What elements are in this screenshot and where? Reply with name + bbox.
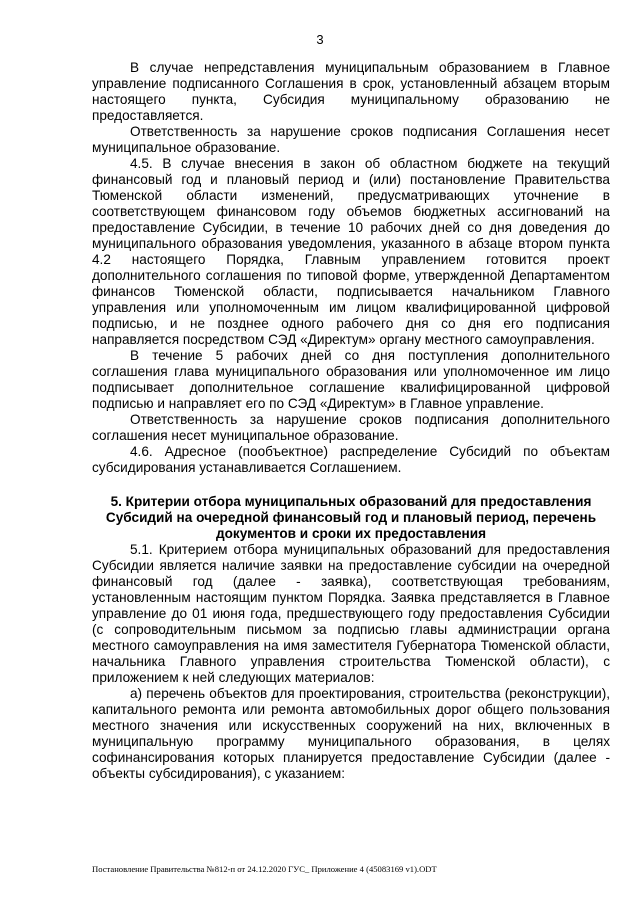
document-body — [92, 60, 610, 782]
section-heading: 5. Критерии отбора муниципальных образований для предоставления Субсидий на очередной финансовый год и плановый период, перечень документов и сроки их предоставления — [105, 494, 597, 541]
paragraph-5: Ответственность за нарушение сроков подписания дополнительного соглашения несет муниципальное образование. — [92, 412, 610, 443]
document-footer: Постановление Правительства №812-п от 24.12.2020 ГУС_ Приложение 4 (45083169 v1).ODT — [92, 864, 437, 874]
paragraph-3: 4.5. В случае внесения в закон об областном бюджете на текущий финансовый год и плановый период и (или) постановление Правительства Тюменской области изменений, предусматривающих уточнение в соответствующем финансовом году объемов бюджетных ассигнований на предоставление Субсидии, в течение 10 рабочих дней со дня доведения до муниципального образования уведомления, указанного в абзаце втором пункта 4.2 настоящего Порядка, Главным управлением готовится проект дополнительного соглашения по типовой форме, утвержденной Департаментом финансов Тюменской области, подписывается начальником Главного управления или уполномоченным им лицом квалифицированной цифровой подписью, и не позднее одного рабочего дня со дня его подписания направляется посредством СЭД «Директум» органу местного самоуправления. — [92, 156, 610, 347]
paragraph-4: В течение 5 рабочих дней со дня поступления дополнительного соглашения глава муниципального образования или уполномоченное им лицо подписывает дополнительное соглашение квалифицированной цифровой подписью и направляет его по СЭД «Директум» в Главное управление. — [92, 348, 610, 411]
paragraph-6: 4.6. Адресное (пообъектное) распределение Субсидий по объектам субсидирования устанавливается Соглашением. — [92, 444, 610, 475]
paragraph-1: В случае непредставления муниципальным образованием в Главное управление подписанного Соглашения в срок, установленный абзацем вторым настоящего пункта, Субсидия муниципальному образованию не предоставляется. — [92, 60, 610, 123]
paragraph-8: а) перечень объектов для проектирования, строительства (реконструкции), капитального ремонта или ремонта автомобильных дорог общего пользования местного значения или искусственных сооружений на них, включенных в муниципальную программу муниципального образования, в целях софинансирования которых планируется предоставление Субсидии (далее - объекты субсидирования), с указанием: — [92, 686, 610, 781]
page-number: 3 — [316, 32, 324, 47]
paragraph-7: 5.1. Критерием отбора муниципальных образований для предоставления Субсидии является наличие заявки на предоставление субсидии на очередной финансовый год (далее - заявка), соответствующая требованиям, установленным настоящим пунктом Порядка. Заявка представляется в Главное управление до 01 июня года, предшествующего году предоставления Субсидии (с сопроводительным письмом за подписью главы администрации органа местного самоуправления на имя заместителя Губернатора Тюменской области, начальника Главного управления строительства Тюменской области), с приложением к ней следующих материалов: — [92, 542, 610, 685]
paragraph-2: Ответственность за нарушение сроков подписания Соглашения несет муниципальное образование. — [92, 124, 610, 155]
